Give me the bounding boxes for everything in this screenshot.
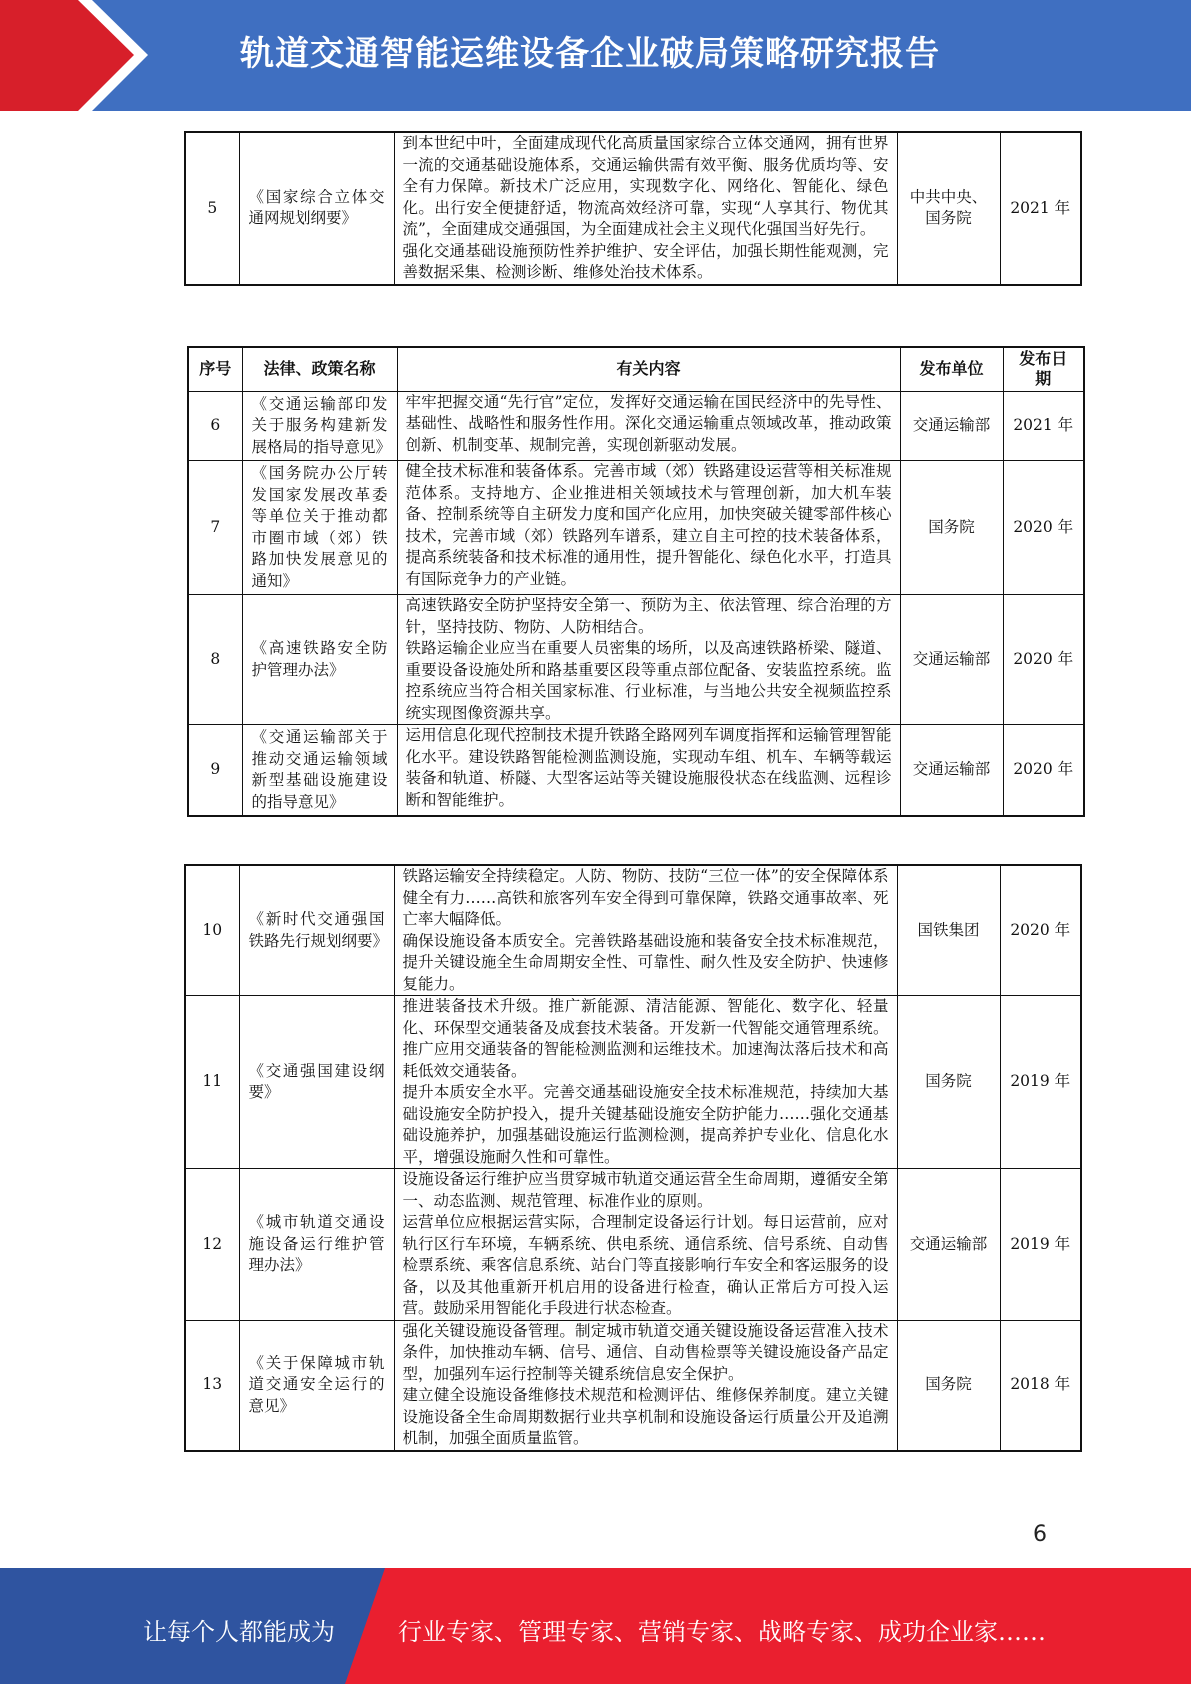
publisher: 国铁集团 [897,865,1000,996]
policy-content [397,461,900,595]
content-paragraph: 提升本质安全水平。完善交通基础设施安全技术标准规范，持续加大基础设施安全防护投入，提升关键基础设施安全防护能力……强化交通基础设施养护，加强基础设施运行监测检测，提高养护专业化、信息化水平，增强设施耐久性和可靠性。 [402,1083,889,1166]
policy-table-body [185,132,1081,285]
policy-name: 《交通运输部关于推动交通运输领域新型基础设施建设的指导意见》 [242,725,397,817]
policy-content [394,865,897,996]
row-number: 9 [188,725,242,817]
row-number: 7 [188,461,242,595]
policy-name: 《关于保障城市轨道交通安全运行的意见》 [239,1320,394,1451]
policy-content [397,391,900,461]
policy-table-body [188,391,1084,816]
publisher: 国务院 [897,996,1000,1169]
table-header-row [188,347,1084,391]
row-number: 10 [185,865,239,996]
policy-name: 《交通强国建设纲要》 [239,996,394,1169]
content-paragraph: 铁路运输企业应当在重要人员密集的场所，以及高速铁路桥梁、隧道、重要设备设施处所和路基重要区段等重点部位配备、安装监控系统。监控系统应当符合相关国家标准、行业标准，与当地公共安全视频监控系统实现图像资源共享。 [405,639,892,722]
policy-table-2 [187,346,1085,817]
content-paragraph: 牢牢把握交通“先行官”定位，发挥好交通运输在国民经济中的先导性、基础性、战略性和服务性作用。深化交通运输重点领域改革，推动政策创新、机制变革、规制完善，实现创新驱动发展。 [405,392,892,454]
table-row [188,461,1084,595]
table-row [185,1320,1081,1451]
table-row [185,865,1081,996]
policy-content [394,1169,897,1321]
col-header-no: 序号 [188,347,242,391]
content-paragraph: 到本世纪中叶，全面建成现代化高质量国家综合立体交通网，拥有世界一流的交通基础设施体系，交通运输供需有效平衡、服务优质均等、安全有力保障。新技术广泛应用，实现数字化、网络化、智能化、绿色化。出行安全便捷舒适，物流高效经济可靠，实现“人享其行、物优其流”，全面建成交通强国，为全面建成社会主义现代化强国当好先行。 [402,134,889,238]
policy-name: 《国家综合立体交通网规划纲要》 [239,132,394,285]
policy-content [394,1320,897,1451]
content-paragraph: 强化交通基础设施预防性养护维护、安全评估，加强长期性能观测，完善数据采集、检测诊断、维修处治技术体系。 [402,241,889,281]
policy-name: 《国务院办公厅转发国家发展改革委等单位关于推动都市圈市域（郊）铁路加快发展意见的通知》 [242,461,397,595]
policy-name: 《新时代交通强国铁路先行规划纲要》 [239,865,394,996]
publish-date: 2021 年 [1003,391,1084,461]
table-row [185,996,1081,1169]
publish-date: 2019 年 [1000,996,1081,1169]
content-paragraph: 强化关键设施设备管理。制定城市轨道交通关键设施设备运营准入技术条件，加快推动车辆、信号、通信、自动售检票等关键设施设备产品定型，加强列车运行控制等关键系统信息安全保护。 [402,1321,889,1383]
publish-date: 2020 年 [1003,595,1084,725]
table-row [188,725,1084,817]
content-paragraph: 确保设施设备本质安全。完善铁路基础设施和装备安全技术标准规范，提升关键设施全生命周期安全性、可靠性、耐久性及安全防护、快速修复能力。 [402,931,889,993]
row-number: 8 [188,595,242,725]
policy-name: 《交通运输部印发关于服务构建新发展格局的指导意见》 [242,391,397,461]
policy-content [397,725,900,817]
content-paragraph: 推进装备技术升级。推广新能源、清洁能源、智能化、数字化、轻量化、环保型交通装备及成套技术装备。开发新一代智能交通管理系统。推广应用交通装备的智能检测监测和运维技术。加速淘汰落后技术和高耗低效交通装备。 [402,997,889,1080]
policy-content [394,132,897,285]
page-footer [0,1568,1191,1684]
policy-table-continued [184,131,1082,286]
report-title: 轨道交通智能运维设备企业破局策略研究报告 [240,34,940,74]
table-row [188,595,1084,725]
col-header-publisher: 发布单位 [900,347,1003,391]
page-header [0,0,1191,111]
content-paragraph: 高速铁路安全防护坚持安全第一、预防为主、依法管理、综合治理的方针，坚持技防、物防、人防相结合。 [405,596,892,636]
publish-date: 2020 年 [1003,725,1084,817]
page-number: 6 [1033,1522,1047,1547]
publisher: 交通运输部 [897,1169,1000,1321]
content-paragraph: 运用信息化现代控制技术提升铁路全路网列车调度指挥和运输管理智能化水平。建设铁路智能检测监测设施，实现动车组、机车、车辆等载运装备和轨道、桥隧、大型客运站等关键设施服役状态在线监测、远程诊断和智能维护。 [405,726,892,809]
table-row [185,1169,1081,1321]
table-row [185,132,1081,285]
publish-date: 2020 年 [1003,461,1084,595]
footer-slogan-right: 行业专家、管理专家、营销专家、战略专家、成功企业家…… [398,1618,1046,1646]
col-header-name: 法律、政策名称 [242,347,397,391]
row-number: 13 [185,1320,239,1451]
content-paragraph: 健全技术标准和装备体系。完善市域（郊）铁路建设运营等相关标准规范体系。支持地方、企业推进相关领域技术与管理创新，加大机车装备、控制系统等自主研发力度和国产化应用，加快突破关键零部件核心技术，完善市域（郊）铁路列车谱系，建立自主可控的技术装备体系，提高系统装备和技术标准的通用性，提升智能化、绿色化水平，打造具有国际竞争力的产业链。 [405,462,892,588]
publisher: 国务院 [897,1320,1000,1451]
table-row [188,391,1084,461]
row-number: 12 [185,1169,239,1321]
publish-date: 2021 年 [1000,132,1081,285]
policy-name: 《城市轨道交通设施设备运行维护管理办法》 [239,1169,394,1321]
publish-date: 2020 年 [1000,865,1081,996]
content-paragraph: 设施设备运行维护应当贯穿城市轨道交通运营全生命周期，遵循安全第一、动态监测、规范管理、标准作业的原则。 [402,1170,889,1210]
row-number: 11 [185,996,239,1169]
publisher: 交通运输部 [900,595,1003,725]
col-header-date: 发布日期 [1003,347,1084,391]
publisher: 国务院 [900,461,1003,595]
publisher: 中共中央、国务院 [897,132,1000,285]
policy-table-body [185,865,1081,1451]
header-red-chevron [0,0,150,111]
footer-slogan-left: 让每个人都能成为 [143,1618,335,1646]
content-paragraph: 铁路运输安全持续稳定。人防、物防、技防“三位一体”的安全保障体系健全有力……高铁和旅客列车安全得到可靠保障，铁路交通事故率、死亡率大幅降低。 [402,867,889,928]
row-number: 6 [188,391,242,461]
row-number: 5 [185,132,239,285]
policy-table-3 [184,864,1082,1452]
content-paragraph: 建立健全设施设备维修技术规范和检测评估、维修保养制度。建立关键设施设备全生命周期数据行业共享机制和设施设备运行质量公开及追溯机制，加强全面质量监管。 [402,1386,889,1447]
publisher: 交通运输部 [900,391,1003,461]
publish-date: 2018 年 [1000,1320,1081,1451]
publish-date: 2019 年 [1000,1169,1081,1321]
col-header-content: 有关内容 [397,347,900,391]
content-paragraph: 运营单位应根据运营实际，合理制定设备运行计划。每日运营前，应对轨行区行车环境，车辆系统、供电系统、通信系统、信号系统、自动售检票系统、乘客信息系统、站台门等直接影响行车安全和客运服务的设备，以及其他重新开机启用的设备进行检查，确认正常后方可投入运营。鼓励采用智能化手段进行状态检查。 [402,1213,889,1317]
policy-content [397,595,900,725]
publisher: 交通运输部 [900,725,1003,817]
policy-name: 《高速铁路安全防护管理办法》 [242,595,397,725]
policy-content [394,996,897,1169]
